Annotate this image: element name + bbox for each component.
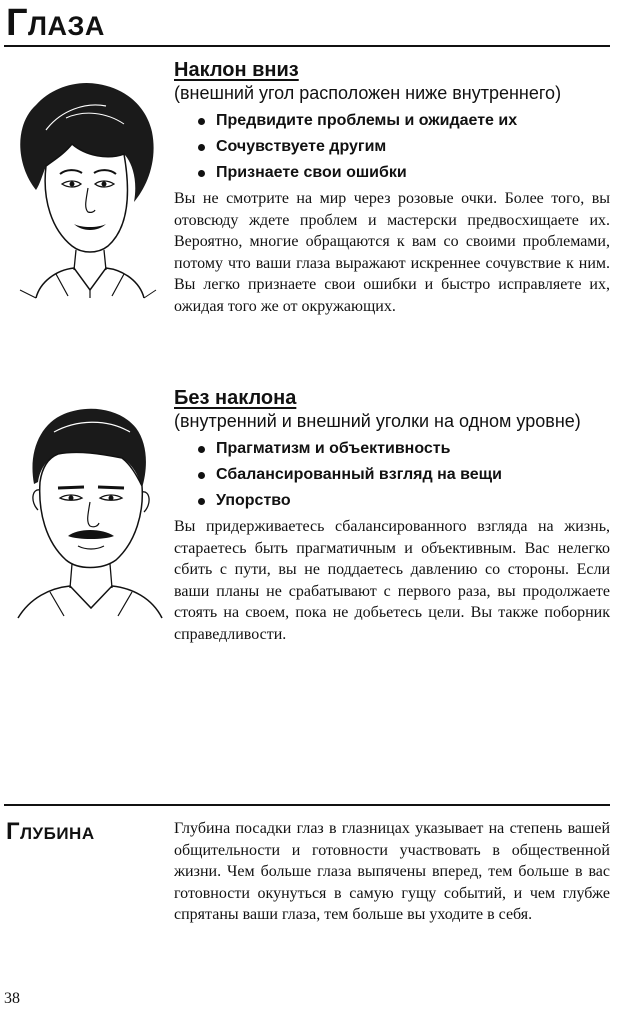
section-heading: Без наклона xyxy=(174,387,297,409)
trait-item: Признаете свои ошибки xyxy=(196,160,610,186)
title-rule xyxy=(4,45,610,47)
page-title: Глаза xyxy=(6,2,105,44)
section-body: Вы не смотрите на мир через розовые очки. Более того, вы отовсюду ждете проблем и мастерски предвосхищаете их. Вероятно, многие обращаются к вам со своими проблемами, потому что ваши глаза выражают искреннее сочувствие к ним. Вы легко признаете свои ошибки и быстро исправляете их, ожидая того же от окружающих. xyxy=(174,190,610,315)
trait-item: Прагматизм и объективность xyxy=(196,436,610,462)
section-subtitle: (внешний угол расположен ниже внутреннего) xyxy=(174,83,562,103)
depth-rule xyxy=(4,804,610,806)
trait-item: Предвидите проблемы и ожидаете их xyxy=(196,108,610,134)
section-no-slant xyxy=(174,386,610,645)
trait-list xyxy=(174,436,610,514)
page-number: 38 xyxy=(4,990,20,1007)
depth-body: Глубина посадки глаз в глазницах указывает на степень вашей общительности и готовности участвовать в общественной жизни. Чем больше глаза выпячены вперед, тем больше в вас готовности окунуться в самую гущу событий, и чем глубже спрятаны ваши глаза, тем больше вы уходите в себя. xyxy=(174,820,610,923)
section-body: Вы придерживаетесь сбалансированного взгляда на жизнь, стараетесь быть прагматичным и объективным. Вас нелегко сбить с пути, вы не поддаетесь давлению со стороны. Если ваши планы не срабатывают с первого раза, вы продолжаете стоять на своем, пока не добьетесь цели. Вы также поборник справедливости. xyxy=(174,518,610,643)
section-heading: Наклон вниз xyxy=(174,59,299,81)
trait-item: Сбалансированный взгляд на вещи xyxy=(196,462,610,488)
woman-portrait-illustration xyxy=(6,70,166,300)
section-downward-slant xyxy=(174,58,610,317)
trait-item: Сочувствуете другим xyxy=(196,134,610,160)
man-portrait-illustration xyxy=(6,392,166,622)
trait-item: Упорство xyxy=(196,488,610,514)
trait-list xyxy=(174,108,610,186)
depth-title: Глубина xyxy=(6,818,95,845)
section-subtitle: (внутренний и внешний уголки на одном уровне) xyxy=(174,411,581,431)
